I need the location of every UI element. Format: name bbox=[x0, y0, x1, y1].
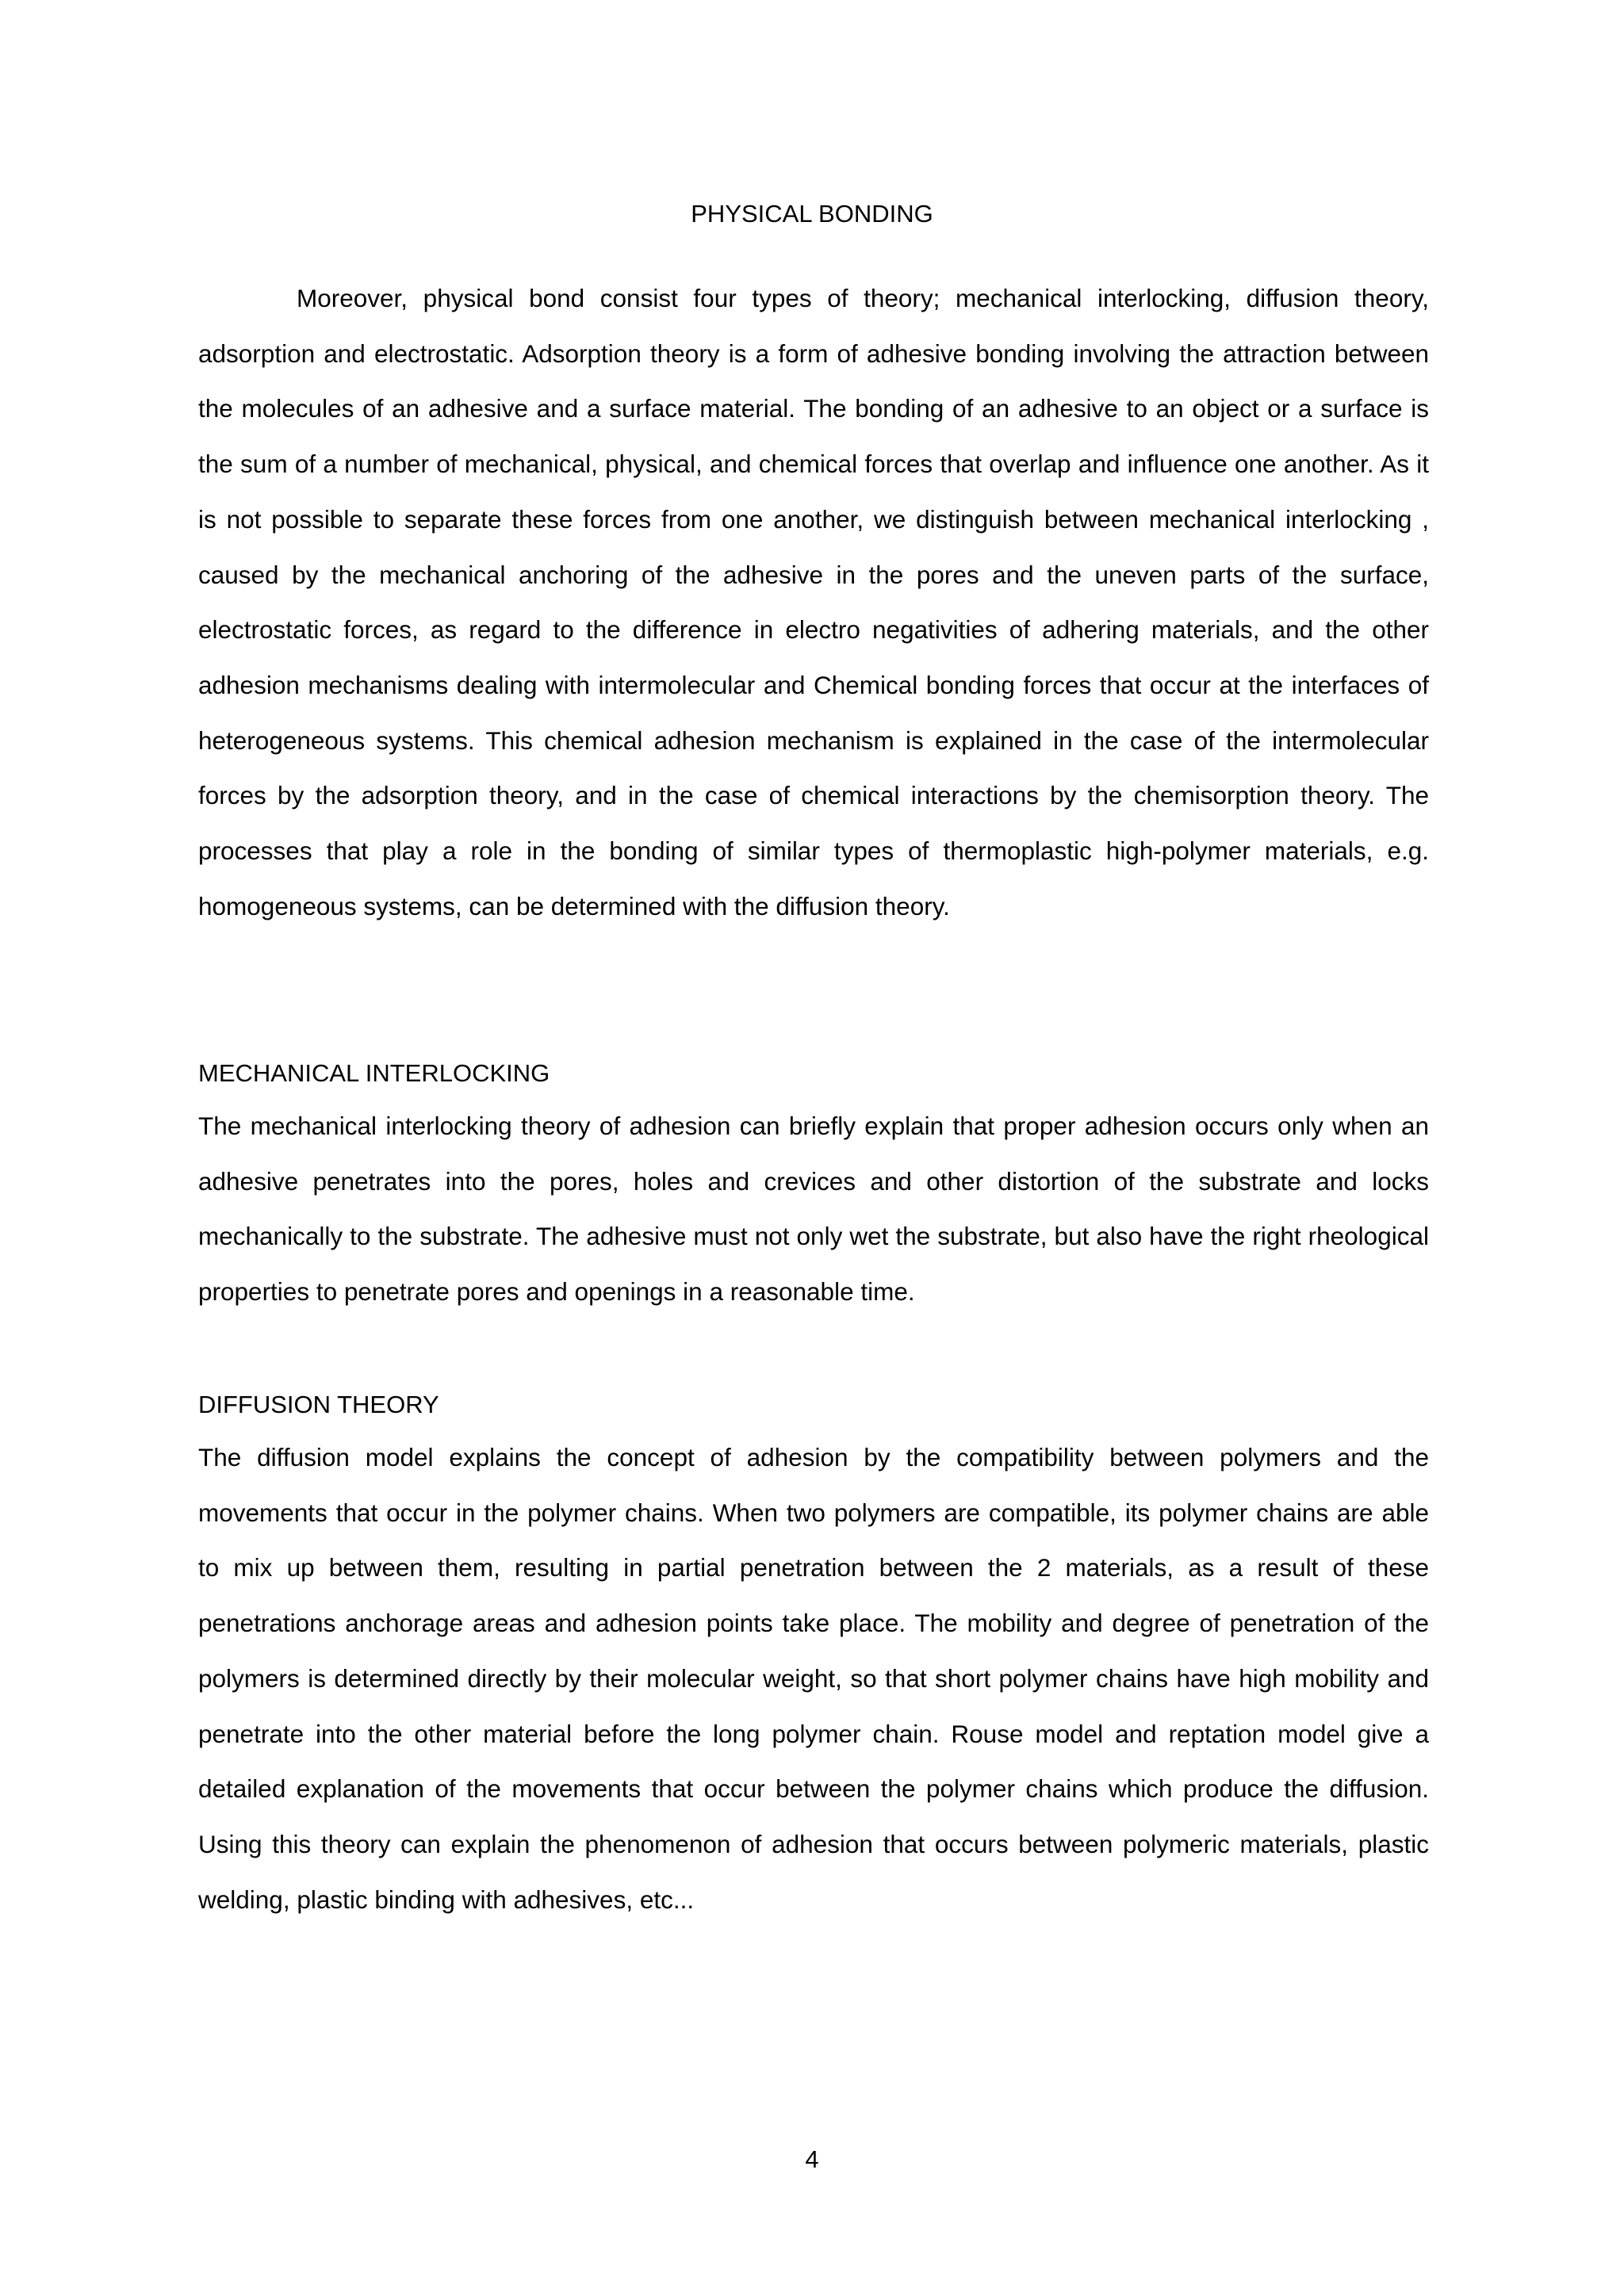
section-heading-mechanical-interlocking: MECHANICAL INTERLOCKING bbox=[198, 1059, 550, 1087]
page-number: 4 bbox=[805, 2145, 819, 2173]
intro-paragraph: Moreover, physical bond consist four types of theory; mechanical interlocking, diffusion theory, adsorption and electrostatic. Adsorption theory is a form of adhesive bonding involving the attraction between the molecules of an adhesive and a surface material. The bonding of an adhesive to an object or a surface is the sum of a number of mechanical, physical, and chemical forces that overlap and influence one another. As it is not possible to separate these forces from one another, we distinguish between mechanical interlocking , caused by the mechanical anchoring of the adhesive in the pores and the uneven parts of the surface, electrostatic forces, as regard to the difference in electro negativities of adhering materials, and the other adhesion mechanisms dealing with intermolecular and Chemical bonding forces that occur at the interfaces of heterogeneous systems. This chemical adhesion mechanism is explained in the case of the intermolecular forces by the adsorption theory, and in the case of chemical interactions by the chemisorption theory. The processes that play a role in the bonding of similar types of thermoplastic high-polymer materials, e.g. homogeneous systems, can be determined with the diffusion theory. bbox=[198, 284, 1429, 920]
section-heading-diffusion-theory: DIFFUSION THEORY bbox=[198, 1391, 439, 1418]
section-body-mechanical-interlocking: The mechanical interlocking theory of adhesion can briefly explain that proper adhesion occurs only when an adhesive penetrates into the pores, holes and crevices and other distortion of the substrate and locks mechanically to the substrate. The adhesive must not only wet the substrate, but also have the right rheological properties to penetrate pores and openings in a reasonable time. bbox=[198, 1112, 1429, 1307]
section-body-diffusion-theory: The diffusion model explains the concept of adhesion by the compatibility between polymers and the movements that occur in the polymer chains. When two polymers are compatible, its polymer chains are able to mix up between them, resulting in partial penetration between the 2 materials, as a result of these penetrations anchorage areas and adhesion points take place. The mobility and degree of penetration of the polymers is determined directly by their molecular weight, so that short polymer chains have high mobility and penetrate into the other material before the long polymer chain. Rouse model and reptation model give a detailed explanation of the movements that occur between the polymer chains which produce the diffusion. Using this theory can explain the phenomenon of adhesion that occurs between polymeric materials, plastic welding, plastic binding with adhesives, etc... bbox=[198, 1443, 1429, 1914]
page-title: PHYSICAL BONDING bbox=[691, 200, 933, 228]
